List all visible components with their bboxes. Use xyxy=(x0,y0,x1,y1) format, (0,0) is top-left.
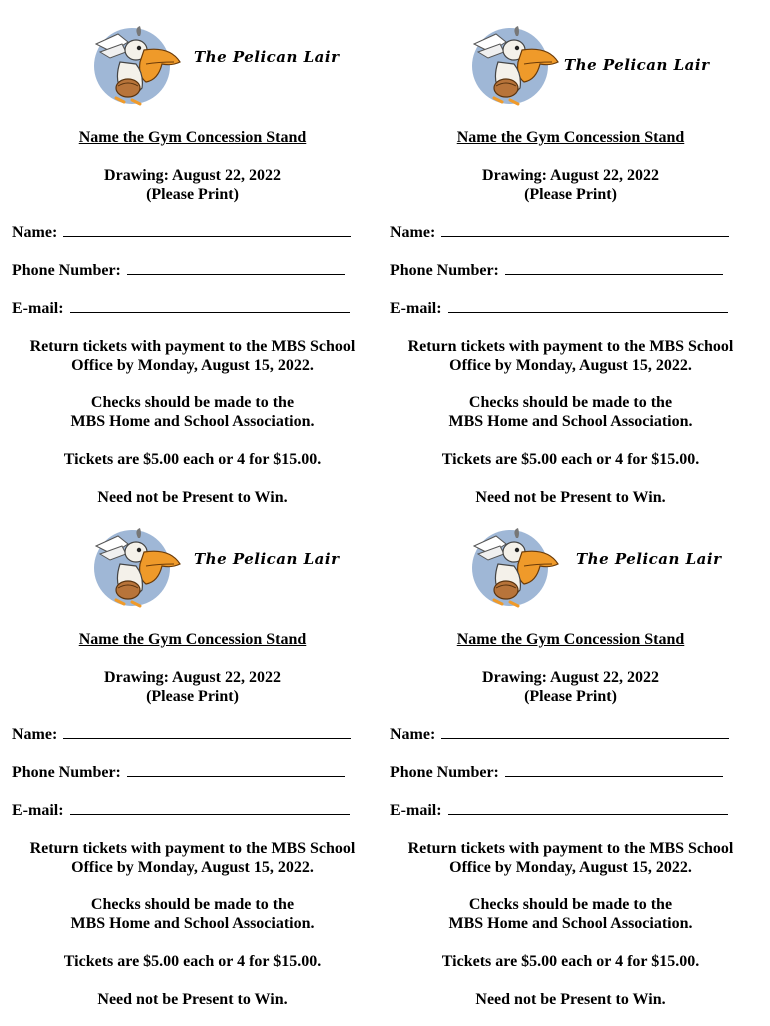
email-field[interactable] xyxy=(390,300,728,318)
pelican-mascot-icon xyxy=(88,22,188,108)
ticket-title: Name the Gym Concession Stand xyxy=(78,631,307,648)
name-label: Name: xyxy=(390,224,436,241)
drawing-date: Drawing: August 22, 2022 xyxy=(482,167,659,184)
print-note: (Please Print) xyxy=(524,186,617,203)
email-label: E-mail: xyxy=(12,300,64,317)
checks-note-line2: MBS Home and School Association. xyxy=(70,413,315,430)
pelican-mascot-icon xyxy=(466,524,566,610)
phone-field[interactable] xyxy=(12,262,345,280)
phone-blank-line[interactable] xyxy=(127,764,345,777)
pelican-mascot-icon xyxy=(88,524,188,610)
phone-label: Phone Number: xyxy=(12,764,121,781)
return-instructions-line2: Office by Monday, August 15, 2022. xyxy=(71,859,314,876)
return-instructions-line1: Return tickets with payment to the MBS School xyxy=(407,840,734,857)
presence-note: Need not be Present to Win. xyxy=(475,489,666,506)
name-field[interactable] xyxy=(12,726,351,744)
email-field[interactable] xyxy=(12,300,350,318)
phone-blank-line[interactable] xyxy=(505,764,723,777)
raffle-ticket xyxy=(378,22,763,524)
name-blank-line[interactable] xyxy=(441,224,729,237)
presence-note: Need not be Present to Win. xyxy=(97,991,288,1008)
print-note: (Please Print) xyxy=(146,688,239,705)
email-label: E-mail: xyxy=(390,802,442,819)
checks-note-line1: Checks should be made to the xyxy=(468,896,673,913)
email-blank-line[interactable] xyxy=(70,802,350,815)
raffle-ticket xyxy=(378,524,763,1026)
name-blank-line[interactable] xyxy=(63,224,351,237)
name-blank-line[interactable] xyxy=(441,726,729,739)
checks-note-line1: Checks should be made to the xyxy=(90,896,295,913)
logo-title: The Pelican Lair xyxy=(194,550,340,568)
raffle-ticket xyxy=(0,22,385,524)
name-label: Name: xyxy=(12,726,58,743)
checks-note-line2: MBS Home and School Association. xyxy=(70,915,315,932)
return-instructions-line2: Office by Monday, August 15, 2022. xyxy=(449,859,692,876)
pelican-lair-logo xyxy=(88,524,340,610)
ticket-price: Tickets are $5.00 each or 4 for $15.00. xyxy=(63,953,322,970)
email-blank-line[interactable] xyxy=(70,300,350,313)
email-blank-line[interactable] xyxy=(448,802,728,815)
checks-note-line2: MBS Home and School Association. xyxy=(448,413,693,430)
return-instructions-line2: Office by Monday, August 15, 2022. xyxy=(71,357,314,374)
name-label: Name: xyxy=(12,224,58,241)
drawing-date: Drawing: August 22, 2022 xyxy=(104,167,281,184)
drawing-date: Drawing: August 22, 2022 xyxy=(104,669,281,686)
ticket-title: Name the Gym Concession Stand xyxy=(78,129,307,146)
name-label: Name: xyxy=(390,726,436,743)
phone-field[interactable] xyxy=(390,262,723,280)
name-field[interactable] xyxy=(12,224,351,242)
checks-note-line1: Checks should be made to the xyxy=(468,394,673,411)
checks-note-line2: MBS Home and School Association. xyxy=(448,915,693,932)
ticket-title: Name the Gym Concession Stand xyxy=(456,129,685,146)
logo-title: The Pelican Lair xyxy=(194,48,340,66)
email-label: E-mail: xyxy=(12,802,64,819)
phone-field[interactable] xyxy=(390,764,723,782)
print-note: (Please Print) xyxy=(524,688,617,705)
phone-label: Phone Number: xyxy=(390,764,499,781)
pelican-lair-logo xyxy=(88,22,340,108)
pelican-lair-logo xyxy=(466,22,710,108)
email-field[interactable] xyxy=(12,802,350,820)
phone-field[interactable] xyxy=(12,764,345,782)
drawing-date: Drawing: August 22, 2022 xyxy=(482,669,659,686)
logo-title: The Pelican Lair xyxy=(564,56,710,74)
return-instructions-line1: Return tickets with payment to the MBS School xyxy=(407,338,734,355)
email-blank-line[interactable] xyxy=(448,300,728,313)
return-instructions-line1: Return tickets with payment to the MBS School xyxy=(29,338,356,355)
name-blank-line[interactable] xyxy=(63,726,351,739)
pelican-mascot-icon xyxy=(466,22,566,108)
phone-label: Phone Number: xyxy=(12,262,121,279)
return-instructions-line2: Office by Monday, August 15, 2022. xyxy=(449,357,692,374)
checks-note-line1: Checks should be made to the xyxy=(90,394,295,411)
ticket-price: Tickets are $5.00 each or 4 for $15.00. xyxy=(441,451,700,468)
ticket-price: Tickets are $5.00 each or 4 for $15.00. xyxy=(63,451,322,468)
phone-blank-line[interactable] xyxy=(505,262,723,275)
presence-note: Need not be Present to Win. xyxy=(475,991,666,1008)
ticket-price: Tickets are $5.00 each or 4 for $15.00. xyxy=(441,953,700,970)
phone-label: Phone Number: xyxy=(390,262,499,279)
presence-note: Need not be Present to Win. xyxy=(97,489,288,506)
ticket-title: Name the Gym Concession Stand xyxy=(456,631,685,648)
logo-title: The Pelican Lair xyxy=(576,550,722,568)
name-field[interactable] xyxy=(390,224,729,242)
email-field[interactable] xyxy=(390,802,728,820)
email-label: E-mail: xyxy=(390,300,442,317)
name-field[interactable] xyxy=(390,726,729,744)
print-note: (Please Print) xyxy=(146,186,239,203)
return-instructions-line1: Return tickets with payment to the MBS School xyxy=(29,840,356,857)
raffle-ticket xyxy=(0,524,385,1026)
phone-blank-line[interactable] xyxy=(127,262,345,275)
pelican-lair-logo xyxy=(466,524,722,610)
